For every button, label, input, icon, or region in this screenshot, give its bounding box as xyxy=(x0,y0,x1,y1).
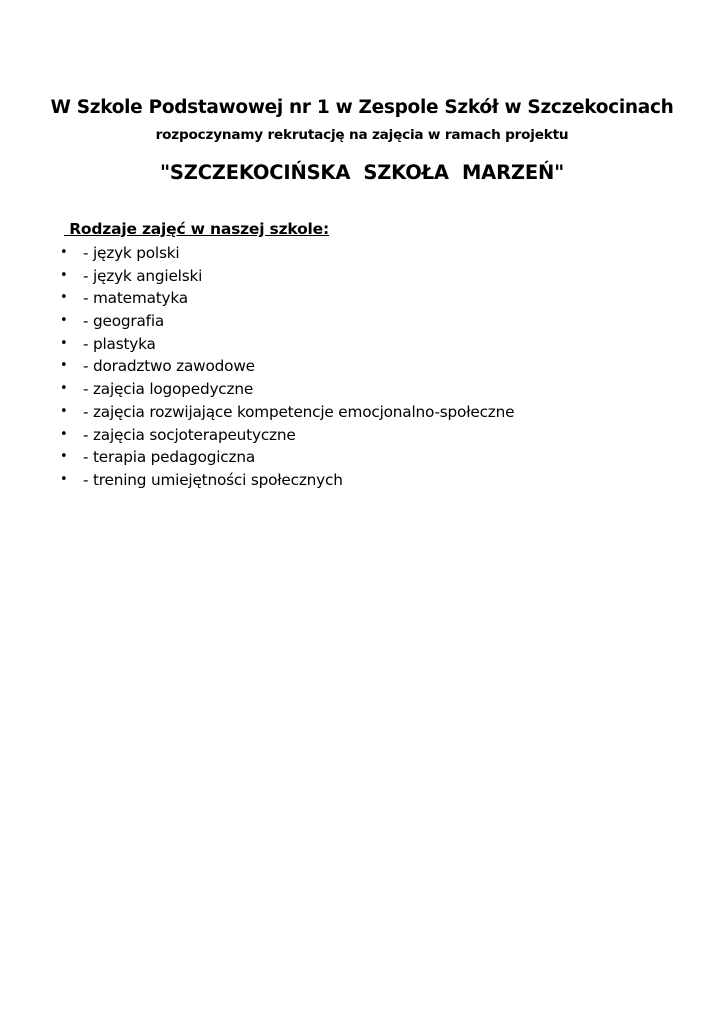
list-item-text: - matematyka xyxy=(83,289,188,308)
project-name: "SZCZEKOCIŃSKA SZKOŁA MARZEŃ" xyxy=(159,161,565,184)
bullet-icon: • xyxy=(60,358,68,374)
bullet-icon: • xyxy=(60,313,68,329)
list-item-text: - terapia pedagogiczna xyxy=(83,448,255,467)
bullet-icon: • xyxy=(60,426,68,442)
bullet-icon: • xyxy=(60,449,68,465)
list-item-text: - język polski xyxy=(83,244,180,262)
document-title: W Szkole Podstawowej nr 1 w Zespole Szkół w Szczekocinach xyxy=(50,97,674,118)
list-item-text: - plastyka xyxy=(83,334,156,353)
activities-heading: Rodzaje zajęć w naszej szkole: xyxy=(64,220,329,238)
bullet-icon: • xyxy=(60,403,68,419)
list-item-text: - zajęcia socjoterapeutyczne xyxy=(83,425,296,444)
bullet-icon: • xyxy=(60,335,68,351)
list-item-text: - geografia xyxy=(83,312,165,331)
list-item-text: - zajęcia logopedyczne xyxy=(83,380,254,399)
bullet-icon: • xyxy=(60,381,68,397)
bullet-icon: • xyxy=(60,245,68,260)
list-item-text: - zajęcia rozwijające kompetencje emocjonalno-społeczne xyxy=(83,402,515,421)
bullet-icon: • xyxy=(60,290,68,306)
list-item-text: - trening umiejętności społecznych xyxy=(83,470,343,489)
document-subtitle: rozpoczynamy rekrutację na zajęcia w ramach projektu xyxy=(155,127,569,143)
bullet-icon: • xyxy=(60,471,68,487)
list-item-text: - doradztwo zawodowe xyxy=(83,357,255,376)
list-item-text: - język angielski xyxy=(83,266,203,285)
bullet-icon: • xyxy=(60,267,68,283)
